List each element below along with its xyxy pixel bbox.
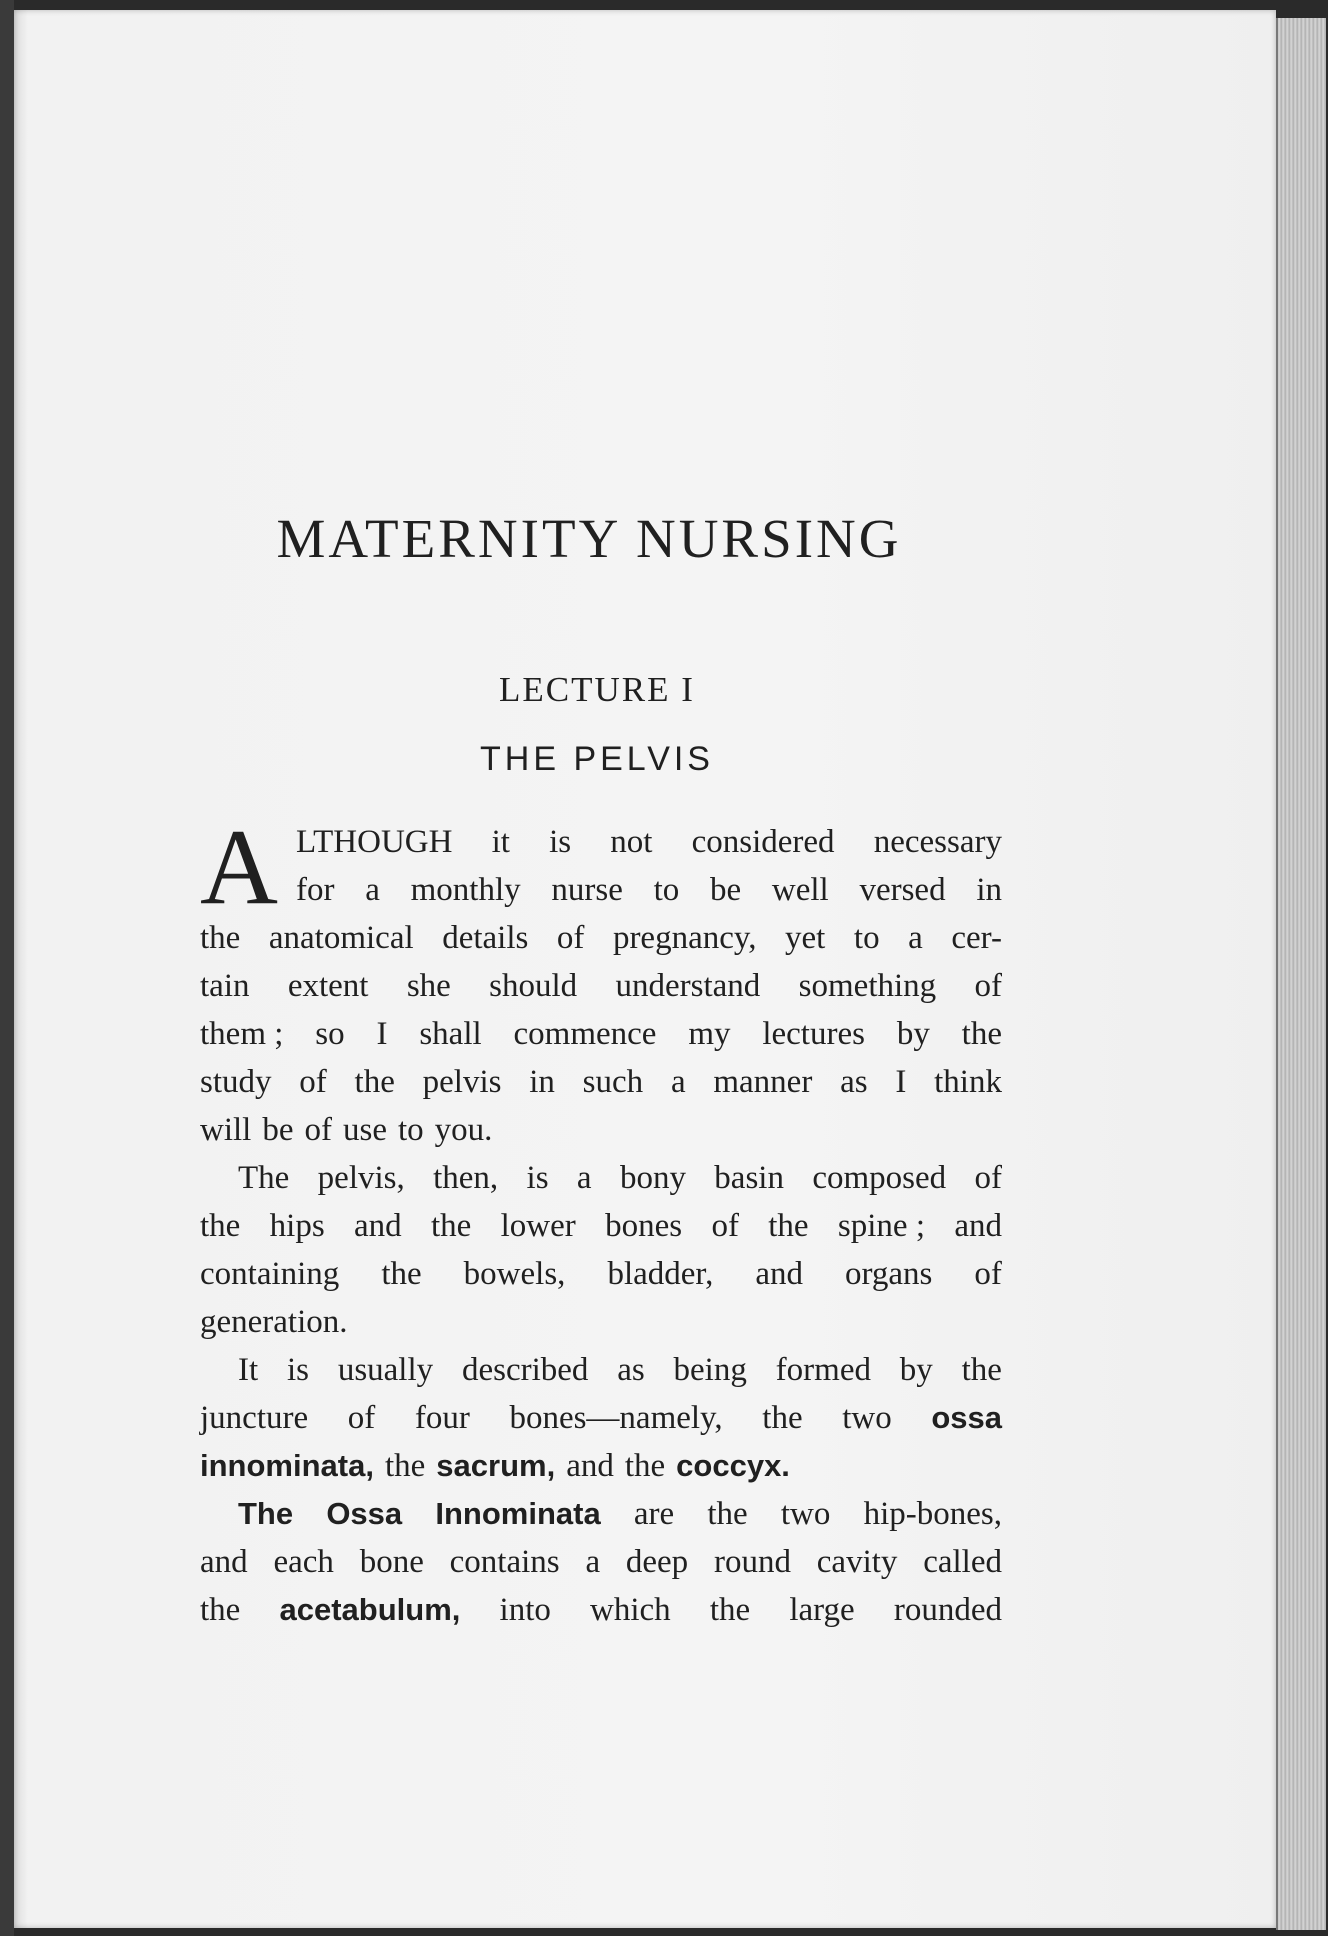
word: pelvis (422, 1064, 502, 1100)
word: anatomical (268, 920, 414, 956)
word: the (384, 1448, 426, 1484)
word: to (398, 1112, 424, 1148)
paragraph (200, 1154, 1002, 1346)
word: contains (449, 1544, 560, 1580)
word: and (354, 1208, 402, 1244)
text-line (200, 866, 1002, 914)
text-line (200, 1154, 1002, 1202)
word: study (200, 1064, 272, 1100)
word: which (590, 1592, 671, 1628)
binding-shadow (0, 0, 14, 1936)
word: basin (714, 1160, 784, 1196)
paragraph (200, 808, 1002, 1154)
drop-cap: A (200, 808, 278, 927)
word: cer- (951, 920, 1002, 956)
word: generation. (200, 1304, 348, 1340)
word: so (315, 1016, 345, 1052)
word: nurse (551, 872, 623, 908)
word: a (365, 872, 380, 908)
paragraph (200, 1490, 1002, 1634)
word: bladder, (607, 1256, 714, 1292)
bold-term: Ossa (326, 1496, 403, 1531)
word: bowels, (463, 1256, 566, 1292)
word: should (489, 968, 578, 1004)
word: be (262, 1112, 294, 1148)
word: four (414, 1400, 470, 1436)
word: the (430, 1208, 472, 1244)
word: as (617, 1352, 645, 1388)
text-line (200, 1058, 1002, 1106)
word: lower (500, 1208, 576, 1244)
word: lectures (762, 1016, 865, 1052)
word: rounded (893, 1592, 1002, 1628)
text-line (200, 1586, 1002, 1634)
word: bone (359, 1544, 424, 1580)
word: a (670, 1064, 686, 1100)
word: the (200, 1592, 241, 1628)
word: tain (200, 968, 250, 1004)
word: extent (287, 968, 369, 1004)
word: the (707, 1496, 748, 1532)
bold-term: Innominata (435, 1496, 601, 1531)
word: understand (615, 968, 761, 1004)
word: deep (625, 1544, 689, 1580)
word: and (755, 1256, 803, 1292)
word: will (200, 1112, 252, 1148)
word: a (576, 1160, 592, 1196)
text-line (200, 1010, 1002, 1058)
word: the (768, 1208, 809, 1244)
word: she (406, 968, 451, 1004)
word: are (633, 1496, 675, 1532)
word: a (585, 1544, 601, 1580)
word: hips (269, 1208, 325, 1244)
word: the (354, 1064, 395, 1100)
word: hip-bones, (863, 1496, 1002, 1532)
word: juncture (200, 1400, 309, 1436)
word: a (908, 920, 923, 956)
word: is (549, 824, 572, 860)
word: The (238, 1160, 290, 1196)
word: and (566, 1448, 614, 1484)
word: be (709, 872, 742, 908)
word: of (299, 1064, 327, 1100)
word: called (923, 1544, 1002, 1580)
word: usually (337, 1352, 434, 1388)
word: considered (691, 824, 835, 860)
word: being (673, 1352, 747, 1388)
text-line (200, 1346, 1002, 1394)
word: the (709, 1592, 751, 1628)
paragraph (200, 1346, 1002, 1490)
text-line (200, 914, 1002, 962)
book-page (14, 10, 1276, 1928)
word: formed (775, 1352, 871, 1388)
word: the (624, 1448, 666, 1484)
word: the (200, 1208, 241, 1244)
word: yet (785, 920, 826, 956)
word: described (461, 1352, 589, 1388)
bold-term: acetabulum, (279, 1592, 461, 1627)
word: think (934, 1064, 1002, 1100)
word: of (974, 968, 1002, 1004)
text-line (200, 962, 1002, 1010)
word: something (798, 968, 937, 1004)
bold-term: sacrum, (436, 1448, 556, 1483)
word: bones (605, 1208, 683, 1244)
word: organs (845, 1256, 933, 1292)
bold-term: The (238, 1496, 294, 1531)
word: as (840, 1064, 868, 1100)
word: I (895, 1064, 907, 1100)
word: by (899, 1352, 933, 1388)
text-line (200, 1442, 1002, 1490)
word: the (961, 1016, 1002, 1052)
word: I (376, 1016, 388, 1052)
word: cavity (816, 1544, 898, 1580)
word: is (526, 1160, 549, 1196)
word: commence (513, 1016, 657, 1052)
bold-term: ossa (931, 1400, 1002, 1435)
word: pelvis, (317, 1160, 405, 1196)
word: of (711, 1208, 739, 1244)
word: It (238, 1352, 259, 1388)
word: such (582, 1064, 644, 1100)
word: use (343, 1112, 387, 1148)
word: composed (812, 1160, 947, 1196)
word: the (381, 1256, 422, 1292)
word: not (610, 824, 653, 860)
bold-term: innominata, (200, 1448, 374, 1483)
word: two (780, 1496, 831, 1532)
word: to (653, 872, 680, 908)
word: large (789, 1592, 855, 1628)
word: of (556, 920, 585, 956)
word: bony (619, 1160, 686, 1196)
text-line (200, 1106, 1002, 1154)
word: in (529, 1064, 555, 1100)
word: details (442, 920, 529, 956)
text-line (200, 1394, 1002, 1442)
word: then, (433, 1160, 499, 1196)
word: LTHOUGH (296, 824, 453, 860)
text-line (200, 1298, 1002, 1346)
word: and (954, 1208, 1002, 1244)
word: containing (200, 1256, 340, 1292)
book-title: MATERNITY NURSING (276, 508, 902, 569)
word: the (200, 920, 241, 956)
word: round (713, 1544, 791, 1580)
word: shall (419, 1016, 482, 1052)
word: manner (713, 1064, 813, 1100)
word: well (771, 872, 829, 908)
word: monthly (410, 872, 521, 908)
word: versed (859, 872, 946, 908)
word: to (853, 920, 880, 956)
word: the (961, 1352, 1002, 1388)
word: into (499, 1592, 551, 1628)
bold-term: coccyx. (676, 1448, 790, 1483)
word: each (273, 1544, 334, 1580)
word: necessary (873, 824, 1002, 860)
word: of (974, 1160, 1002, 1196)
word: for (296, 872, 335, 908)
text-line (200, 1250, 1002, 1298)
word: of (347, 1400, 376, 1436)
word: of (304, 1112, 332, 1148)
word: the (762, 1400, 803, 1436)
word: of (974, 1256, 1002, 1292)
word: you. (434, 1112, 493, 1148)
text-line (200, 1202, 1002, 1250)
word: and (200, 1544, 248, 1580)
word: spine ; (837, 1208, 925, 1244)
word: it (491, 824, 510, 860)
text-line (200, 818, 1002, 866)
text-line (200, 1490, 1002, 1538)
page-edges (1276, 18, 1326, 1930)
text-line (200, 1538, 1002, 1586)
section-heading: THE PELVIS (480, 740, 714, 778)
body-text (200, 808, 1002, 1634)
word: my (688, 1016, 731, 1052)
word: bones—namely, (509, 1400, 723, 1436)
word: them ; (200, 1016, 284, 1052)
lecture-heading: LECTURE I (499, 670, 695, 709)
word: pregnancy, (612, 920, 757, 956)
word: in (976, 872, 1002, 908)
word: two (842, 1400, 892, 1436)
word: by (896, 1016, 930, 1052)
word: is (286, 1352, 309, 1388)
